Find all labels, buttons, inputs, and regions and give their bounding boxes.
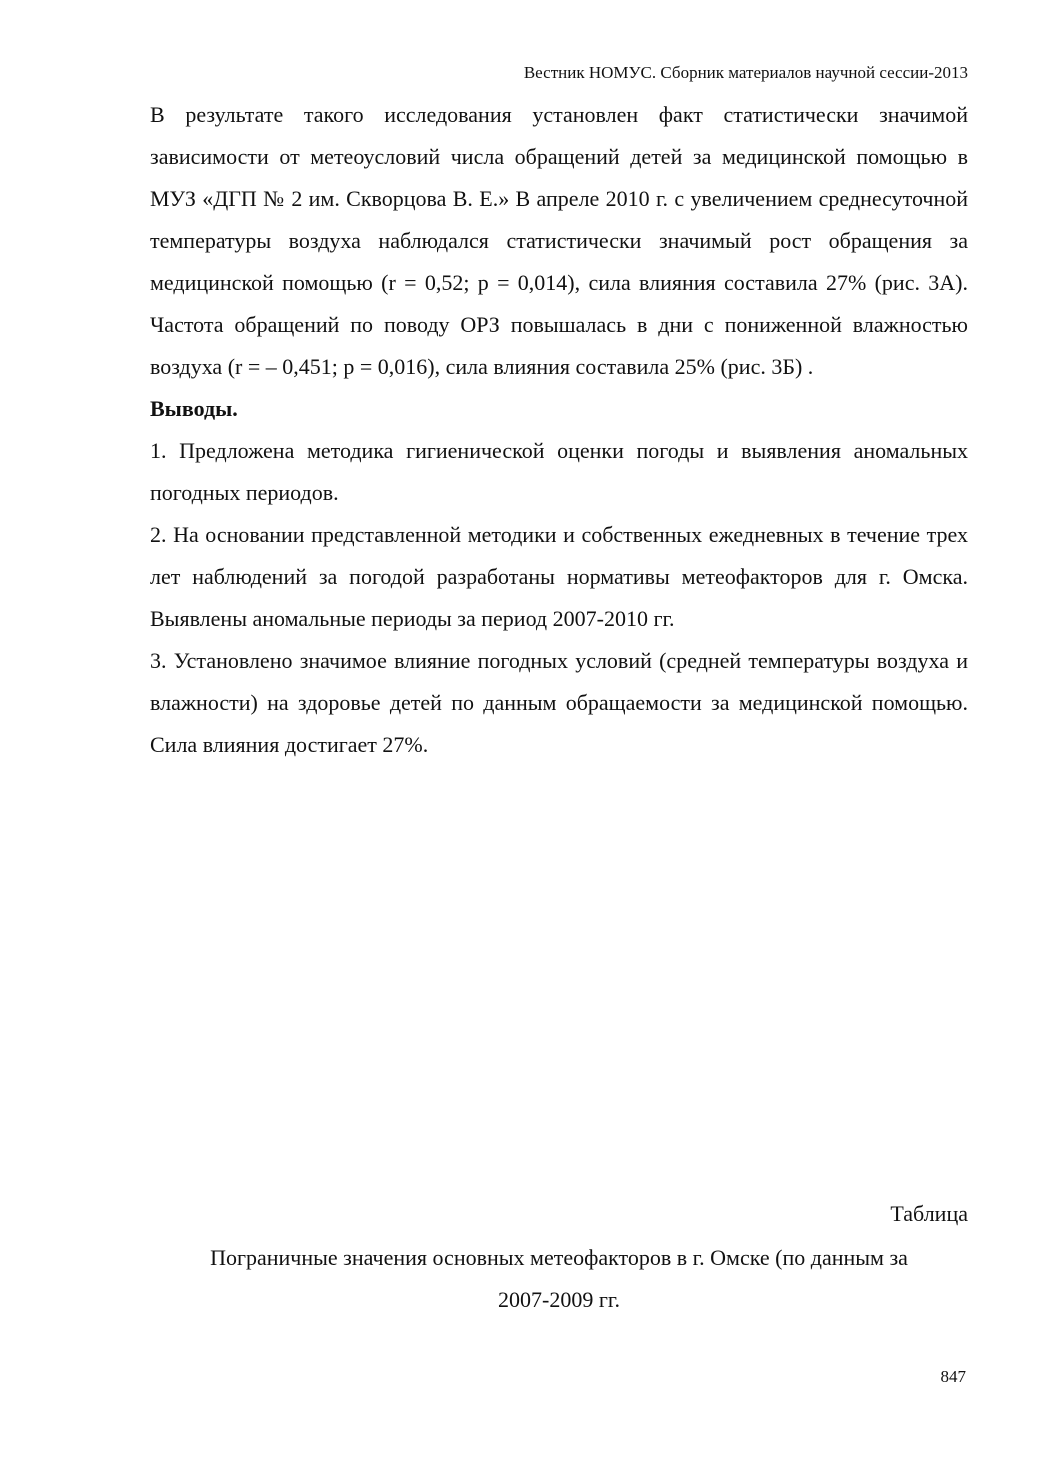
results-paragraph: В результате такого исследования установлен факт статистически значимой зависимости от метеоусловий числа обращений детей за медицинской помощью в МУЗ «ДГП № 2 им. Скворцова В. Е.» В апреле 2010 г. с увеличением среднесуточной температуры воздуха наблюдался статистически значимый рост обращения за медицинской помощью (r = 0,52; p = 0,014), сила влияния составила 27% (рис. 3А). Частота обращений по поводу ОРЗ повышалась в дни с пониженной влажностью воздуха (r = – 0,451; p = 0,016), сила влияния составила 25% (рис. 3Б) . [150,102,968,379]
conclusion-item-2: 2. На основании представленной методики и собственных ежедневных в течение трех лет наблюдений за погодой разработаны нормативы метеофакторов для г. Омска. Выявлены аномальные периоды за период 2007-2010 гг. [150,522,968,631]
conclusions-heading: Выводы. [150,396,238,421]
table-label: Таблица [890,1201,968,1226]
conclusion-item-1: 1. Предложена методика гигиенической оценки погоды и выявления аномальных погодных периодов. [150,438,968,505]
table-caption-line-2: 2007-2009 гг. [498,1287,620,1312]
running-header: Вестник НОМУС. Сборник материалов научной сессии-2013 [523,63,968,82]
table-caption [150,1237,968,1321]
conclusion-item-3: 3. Установлено значимое влияние погодных условий (средней температуры воздуха и влажности) на здоровье детей по данным обращаемости за медицинской помощью. Сила влияния достигает 27%. [150,648,968,757]
page-number: 847 [940,1367,966,1386]
table-caption-line-1: Пограничные значения основных метеофакторов в г. Омске (по данным за [210,1245,908,1270]
article-body [150,94,968,766]
